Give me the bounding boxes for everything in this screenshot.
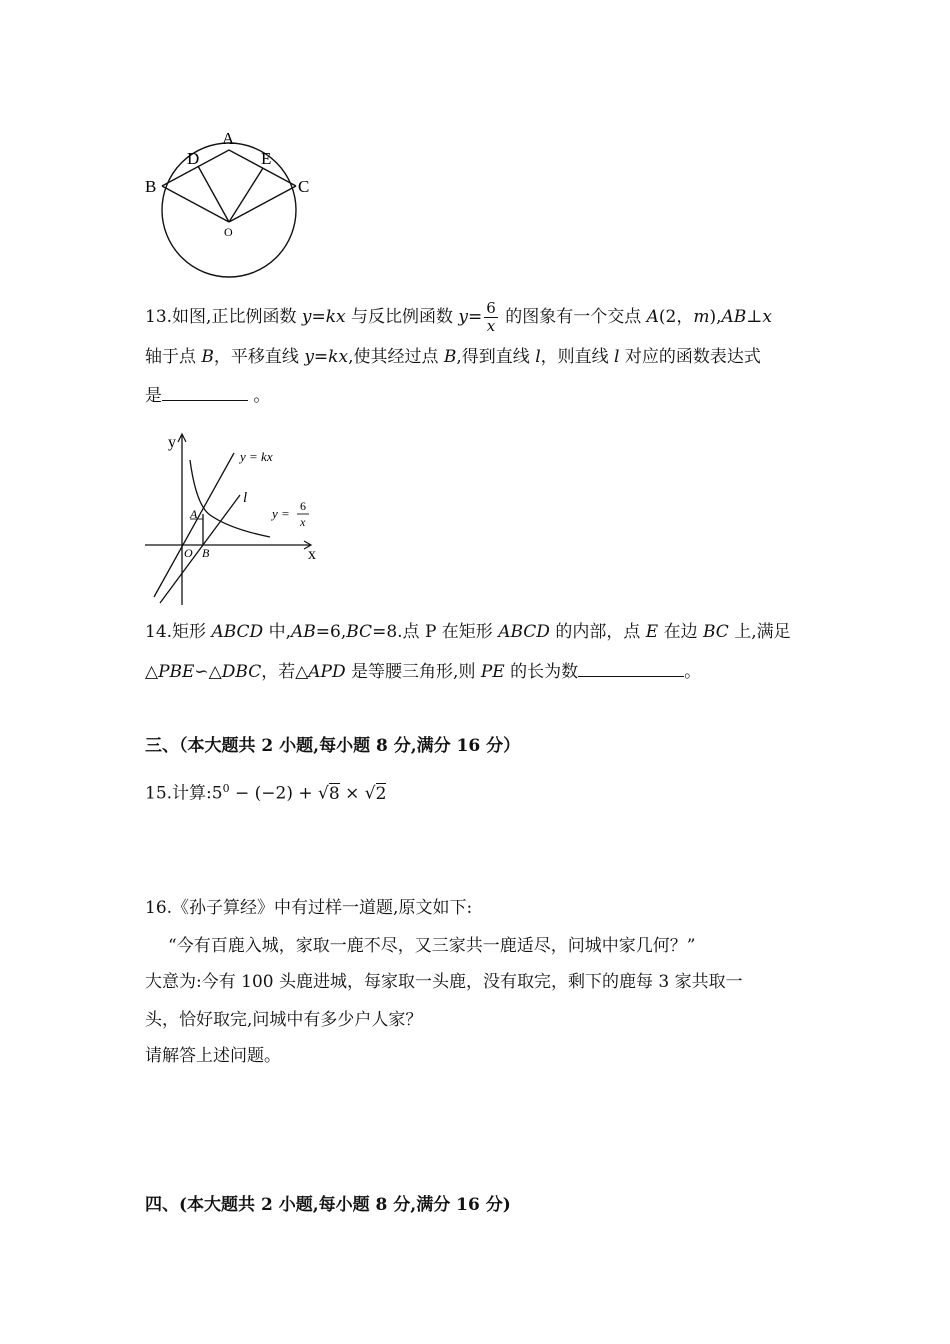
line-kx-label: y = kx [240,449,273,464]
sqrt-symbol: √ [318,783,329,804]
q16-line-2: “今有百鹿入城，家取一鹿不尽，又三家共一鹿适尽，问城中家几何？” [168,936,696,956]
circle-tangent-figure [140,120,320,290]
q14-line-2: △PBE∽△DBC，若△APD 是等腰三角形,则 PE 的长为数 。 [145,662,702,682]
q16-line-4: 头，恰好取完,问城中有多少户人家？ [145,1010,423,1030]
sqrt-symbol: √ [364,783,376,804]
point-label-o: O [224,225,233,239]
tangent-lines [162,150,296,186]
q16-line-1: 16.《孙子算经》中有过样一道题,原文如下: [145,898,473,918]
q13-line-2: 轴于点 B，平移直线 y=kx,使其经过点 B,得到直线 l，则直线 l 对应的函数表达式 [145,347,761,367]
point-label-b: B [145,177,157,196]
section-3-heading: 三、（本大题共 2 小题,每小题 8 分,满分 16 分） [145,736,521,756]
curve-label: y = [272,506,290,521]
line-y-kx [154,453,234,597]
point-label-e: E [261,149,272,168]
x-axis-label: x [308,546,316,563]
circle [162,143,296,277]
curve-label-den: x [300,515,306,529]
curve-label-num: 6 [300,499,306,513]
coordinate-graph-figure [140,425,330,610]
section-4-heading: 四、(本大题共 2 小题,每小题 8 分,满分 16 分) [145,1195,511,1215]
q14-line-1: 14.矩形 ABCD 中,AB=6,BC=8.点 P 在矩形 ABCD 的内部，点 E 在边 BC 上,满足 [145,622,791,642]
q16-line-5: 请解答上述问题。 [145,1046,281,1066]
q15-expression: 15.计算$:5^0 - (-2) + √8 \times √2$ [145,782,387,804]
point-label-d: D [187,149,200,168]
q13-line-1: 13.如图,正比例函数 y=kx 与反比例函数 y= $\frac{6}{x}$ 的图象有一个交点 A(2，m),AB⊥x [145,299,772,335]
line-l-label: l [243,490,248,506]
q16-line-3: 大意为:今有 100 头鹿进城，每家取一头鹿，没有取完，剩下的鹿每 3 家共取一 [145,972,743,992]
fraction-6-over-x: $\frac{6}{x}$ [486,299,496,335]
answer-blank-14[interactable] [578,660,684,677]
hyperbola-curve [190,460,270,537]
y-axis-label: y [168,434,176,451]
point-label-c: C [298,177,310,196]
point-label-o: O [184,546,193,560]
answer-blank-13[interactable] [162,384,248,401]
q13-line-3: 是 。 [145,386,271,406]
point-label-a: A [222,129,235,148]
point-label-b: B [202,546,210,560]
point-label-a: A [190,507,198,521]
line-l [160,495,240,603]
